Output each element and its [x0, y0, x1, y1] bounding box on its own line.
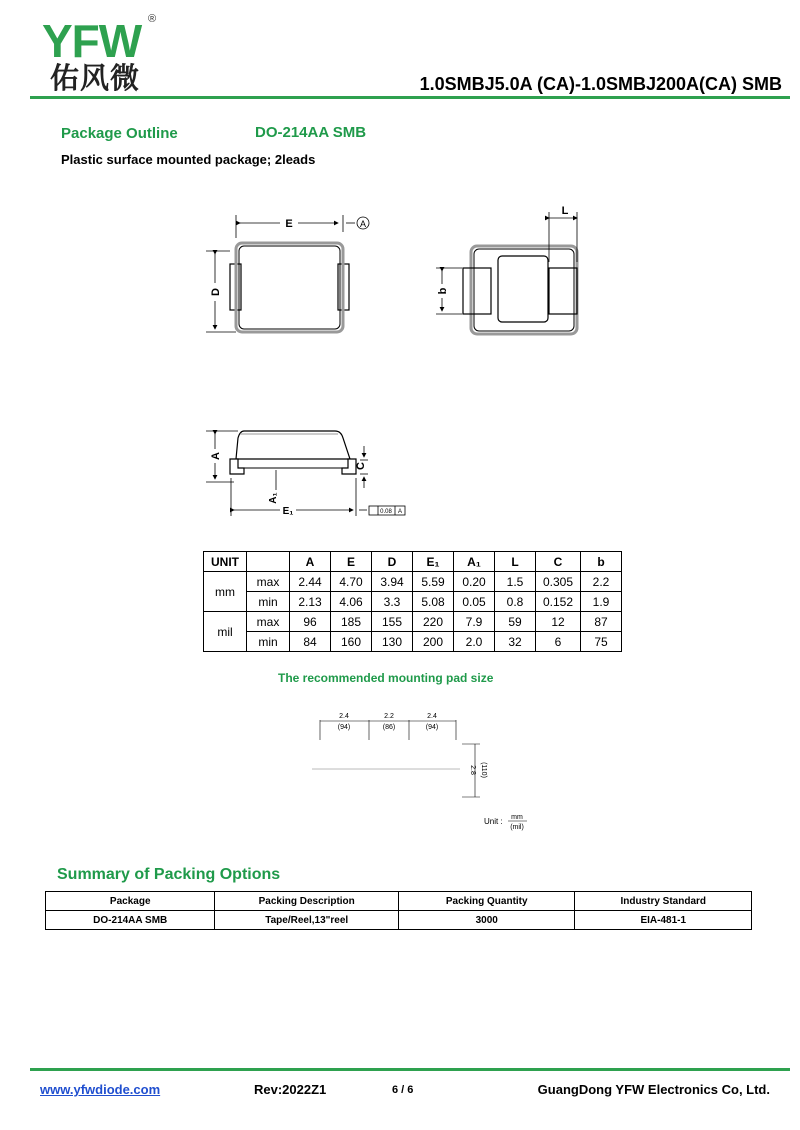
value-cell: 12 [536, 612, 581, 632]
value-cell: 4.06 [331, 592, 372, 612]
pad-dim-2-mm: 2.2 [384, 713, 394, 720]
value-cell: 2.44 [290, 572, 331, 592]
label-D: D [210, 288, 222, 296]
package-subtitle: Plastic surface mounted package; 2leads [61, 152, 316, 167]
value-cell: 96 [290, 612, 331, 632]
pad-dim-1-mm: 2.4 [339, 713, 349, 720]
type-cell: max [247, 572, 290, 592]
packing-options-title: Summary of Packing Options [57, 866, 281, 883]
value-cell: 1.9 [581, 592, 622, 612]
value-cell: 3.3 [372, 592, 413, 612]
header-cell: UNIT [204, 552, 247, 572]
unit-label: Unit : [484, 817, 503, 826]
pad-dim-1-mil: (94) [337, 724, 351, 731]
company-name: GuangDong YFW Electronics Co, Ltd. [537, 1082, 770, 1097]
logo-registered-mark: ® [148, 13, 157, 25]
value-cell: 2.2 [581, 572, 622, 592]
packing-cell: DO-214AA SMB [46, 911, 215, 930]
pad-height-mm: 2.8 [469, 765, 476, 775]
logo-text: YFW [42, 15, 142, 67]
value-cell: 5.08 [413, 592, 454, 612]
label-C: C [355, 462, 367, 470]
header-cell [247, 552, 290, 572]
logo-chinese-name: 佑风微 [50, 61, 141, 95]
packing-cell: Tape/Reel,13"reel [215, 911, 399, 930]
table-row [204, 632, 622, 652]
dimensions-table [203, 551, 622, 652]
value-cell: 84 [290, 632, 331, 652]
value-cell: 2.0 [454, 632, 495, 652]
pad-dim-3-mm: 2.4 [427, 713, 437, 720]
type-cell: min [247, 632, 290, 652]
value-cell: 0.305 [536, 572, 581, 592]
label-E1: E₁ [282, 506, 294, 517]
pad-height-mil: (110) [480, 762, 487, 778]
packing-header-cell: Packing Description [215, 892, 399, 911]
table-row [204, 572, 622, 592]
top-view-drawing [206, 215, 369, 332]
value-cell: 32 [495, 632, 536, 652]
packing-header-cell: Industry Standard [575, 892, 752, 911]
value-cell: 200 [413, 632, 454, 652]
mounting-pad-title: The recommended mounting pad size [278, 671, 494, 685]
website-link[interactable]: www.yfwdiode.com [40, 1082, 161, 1097]
header-cell: E [331, 552, 372, 572]
tolerance-datum: A [397, 509, 403, 515]
label-E: E [285, 218, 293, 230]
value-cell: 75 [581, 632, 622, 652]
table-row [204, 592, 622, 612]
package-name: DO-214AA SMB [255, 124, 367, 141]
footer-divider [30, 1068, 790, 1071]
type-cell: min [247, 592, 290, 612]
value-cell: 6 [536, 632, 581, 652]
unit-top: mm [511, 814, 523, 821]
packing-cell: EIA-481-1 [575, 911, 752, 930]
mounting-pad-drawing [312, 720, 480, 797]
unit-cell: mm [204, 572, 247, 612]
value-cell: 5.59 [413, 572, 454, 592]
header-cell: C [536, 552, 581, 572]
tolerance-value: 0.08 [380, 509, 392, 515]
document-title: 1.0SMBJ5.0A (CA)-1.0SMBJ200A(CA) SMB [419, 74, 782, 94]
header-cell: E₁ [413, 552, 454, 572]
unit-cell: mil [204, 612, 247, 652]
table-row [204, 612, 622, 632]
label-b: b [437, 287, 449, 295]
header-cell: D [372, 552, 413, 572]
label-A-height: A [210, 452, 222, 460]
value-cell: 4.70 [331, 572, 372, 592]
type-cell: max [247, 612, 290, 632]
packing-cell: 3000 [398, 911, 575, 930]
value-cell: 0.20 [454, 572, 495, 592]
value-cell: 1.5 [495, 572, 536, 592]
packing-header-cell: Packing Quantity [398, 892, 575, 911]
header-cell: L [495, 552, 536, 572]
bottom-view-drawing [436, 212, 577, 334]
value-cell: 155 [372, 612, 413, 632]
pad-dim-2-mil: (86) [382, 724, 396, 731]
packing-header-row [46, 892, 752, 911]
page-number: 6 / 6 [392, 1084, 414, 1096]
value-cell: 87 [581, 612, 622, 632]
header-cell: A [290, 552, 331, 572]
value-cell: 3.94 [372, 572, 413, 592]
value-cell: 160 [331, 632, 372, 652]
value-cell: 185 [331, 612, 372, 632]
value-cell: 220 [413, 612, 454, 632]
header-cell: b [581, 552, 622, 572]
pad-dim-3-mil: (94) [425, 724, 439, 731]
table-row [46, 911, 752, 930]
value-cell: 0.8 [495, 592, 536, 612]
header-cell: A₁ [454, 552, 495, 572]
value-cell: 0.05 [454, 592, 495, 612]
packing-table [45, 891, 752, 930]
packing-header-cell: Package [46, 892, 215, 911]
value-cell: 130 [372, 632, 413, 652]
dimensions-header-row [204, 552, 622, 572]
value-cell: 59 [495, 612, 536, 632]
package-outline-title: Package Outline [61, 125, 178, 142]
label-A1: A₁ [268, 492, 279, 504]
label-L: L [561, 205, 569, 217]
label-A-datum: A [359, 219, 367, 229]
revision: Rev:2022Z1 [254, 1082, 327, 1097]
unit-bottom: (mil) [510, 824, 524, 831]
value-cell: 7.9 [454, 612, 495, 632]
value-cell: 2.13 [290, 592, 331, 612]
value-cell: 0.152 [536, 592, 581, 612]
side-view-drawing [206, 431, 405, 516]
